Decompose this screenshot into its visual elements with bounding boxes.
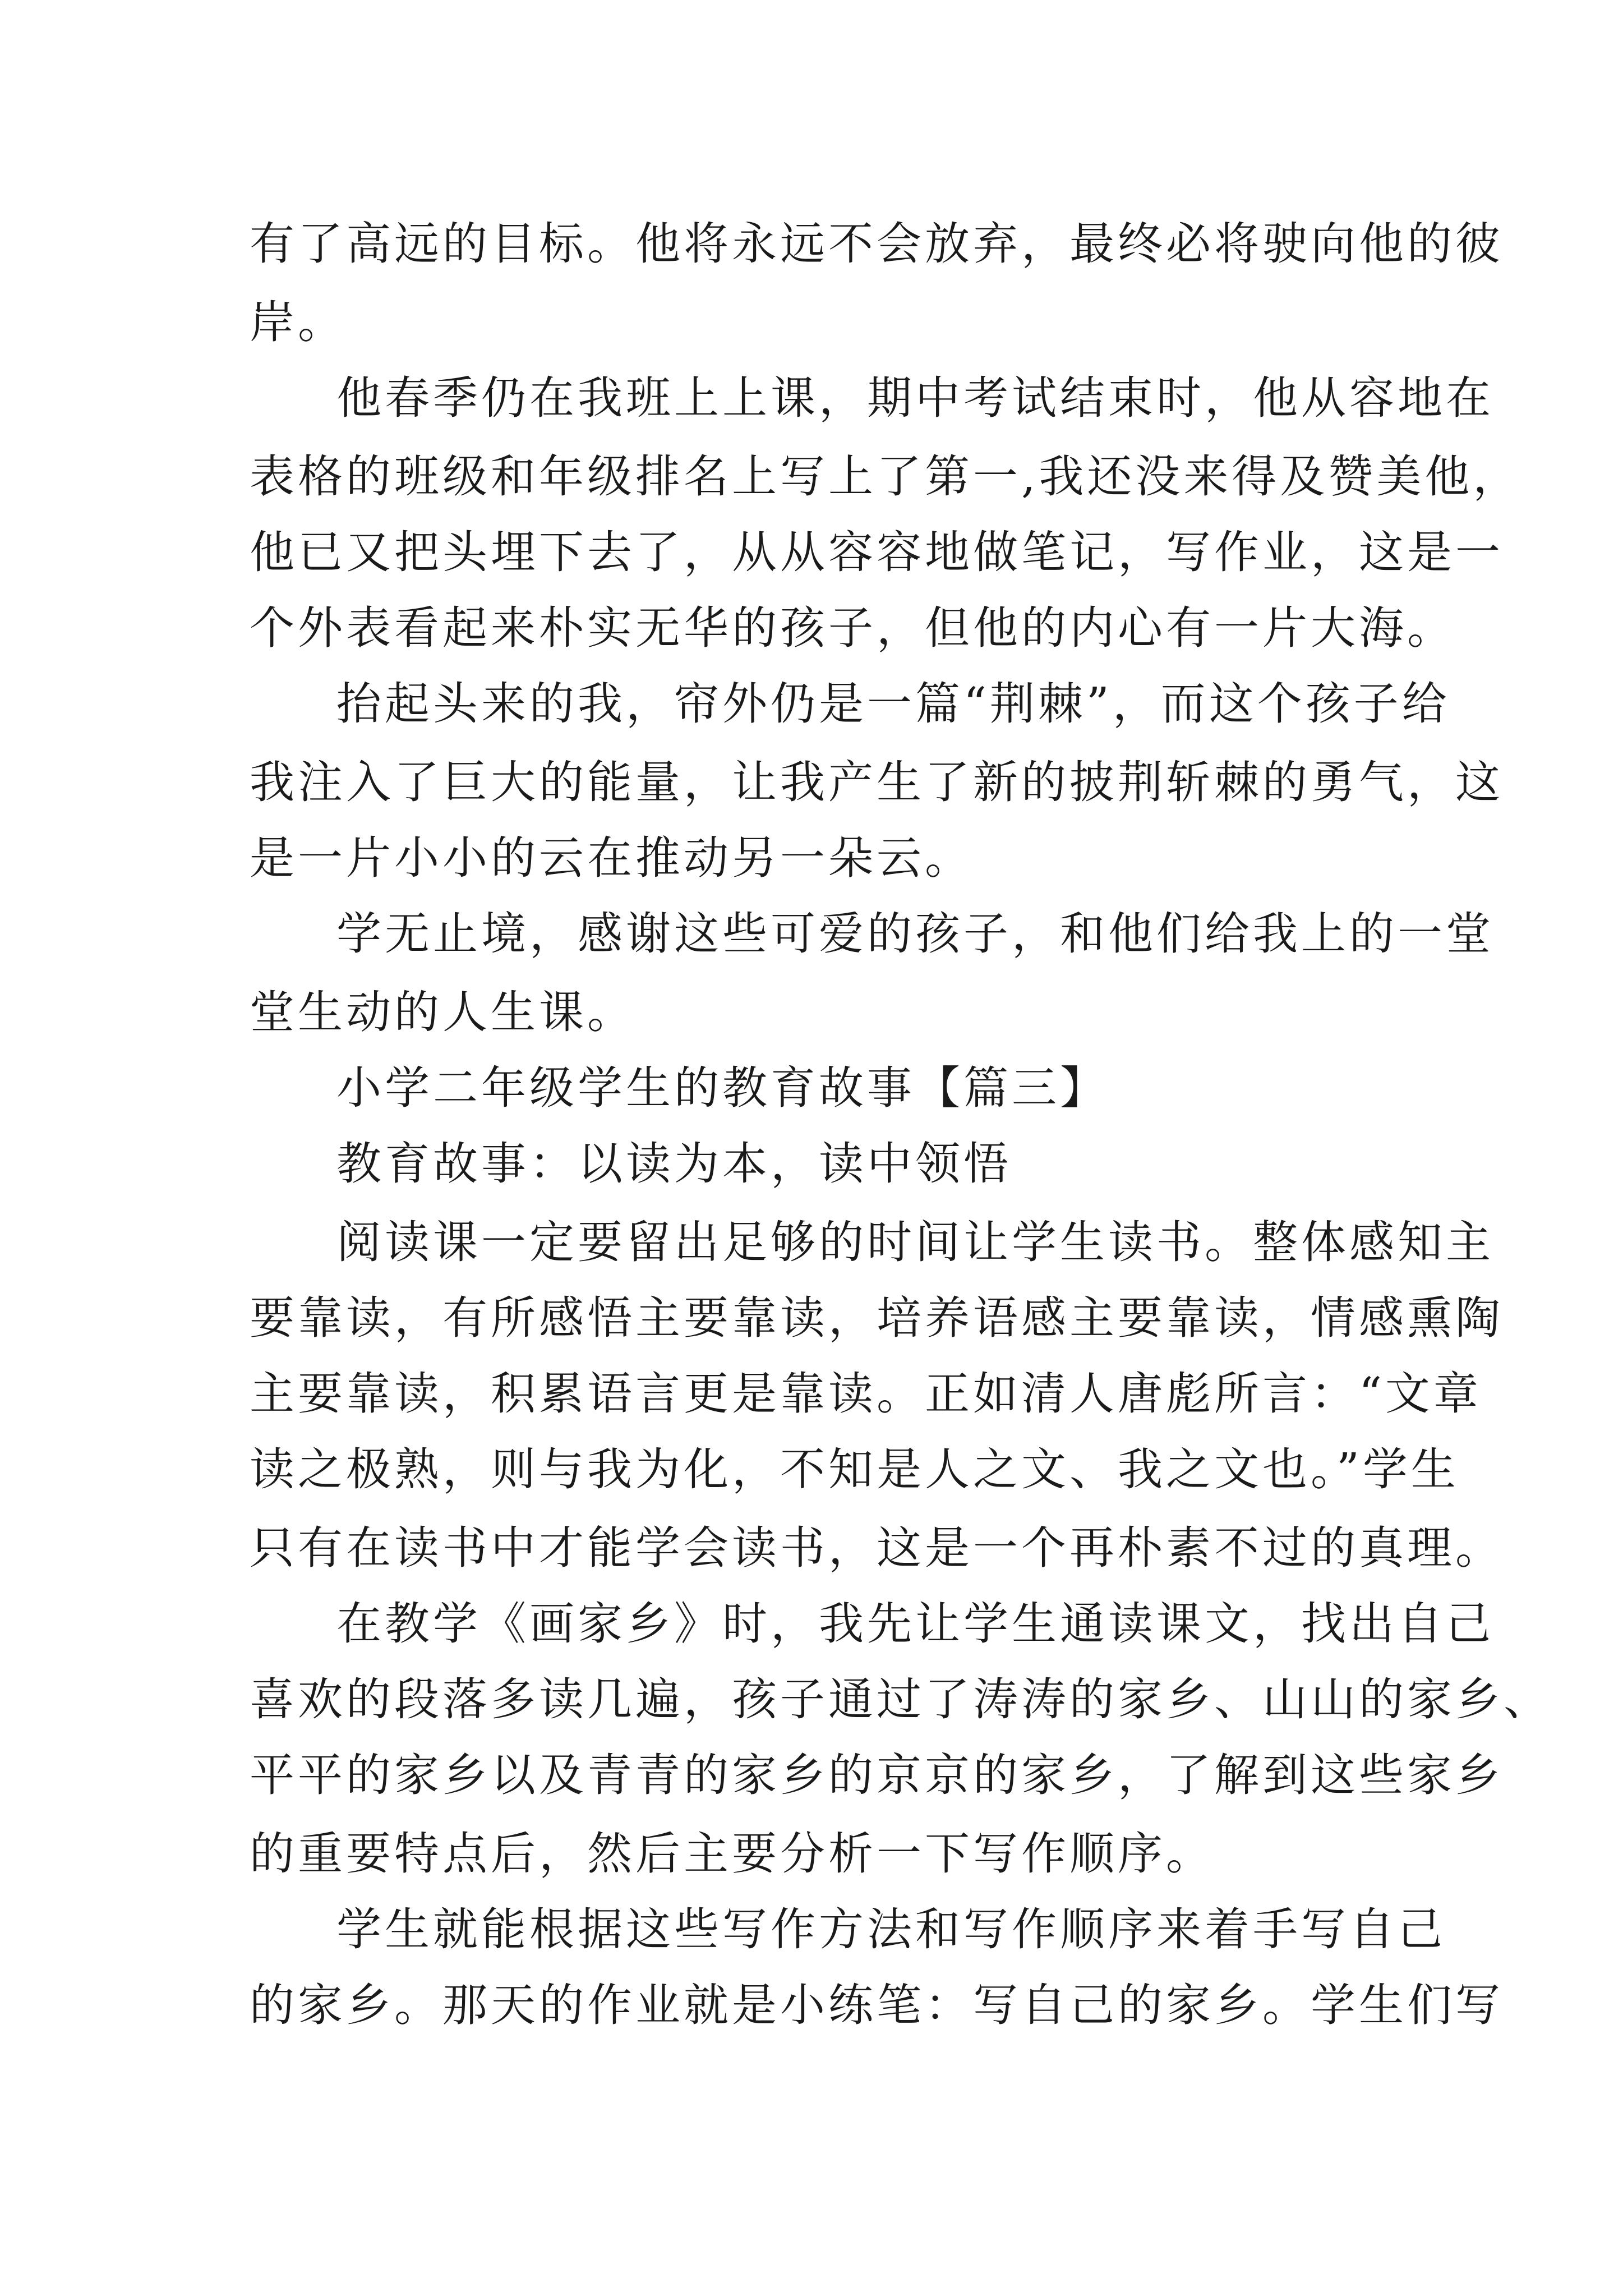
section-heading: 小学二年级学生的教育故事【篇三】	[336, 1062, 1108, 1114]
story-title: 教育故事：以读为本，读中领悟	[336, 1138, 1012, 1190]
text-line: 喜欢的段落多读几遍，孩子通过了涛涛的家乡、山山的家乡、	[250, 1673, 1552, 1726]
text-line: 只有在读书中才能学会读书，这是一个再朴素不过的真理。	[250, 1522, 1504, 1574]
text-line: 要靠读，有所感悟主要靠读，培养语感主要靠读，情感熏陶	[250, 1292, 1504, 1344]
text-line: 我注入了巨大的能量，让我产生了新的披荆斩棘的勇气，这	[250, 756, 1504, 808]
text-line: 有了高远的目标。他将永远不会放弃，最终必将驶向他的彼	[250, 218, 1504, 270]
text-line: 的重要特点后，然后主要分析一下写作顺序。	[250, 1828, 1214, 1880]
text-line: 平平的家乡以及青青的家乡的京京的家乡，了解到这些家乡	[250, 1749, 1504, 1801]
paragraph-start: 抬起头来的我，帘外仍是一篇“荆棘”，而这个孩子给	[336, 678, 1450, 730]
text-line: 他已又把头埋下去了，从从容容地做笔记，写作业，这是一	[250, 526, 1504, 578]
paragraph-start: 学无止境，感谢这些可爱的孩子，和他们给我上的一堂	[336, 908, 1494, 960]
text-line: 表格的班级和年级排名上写上了第一,我还没来得及赞美他，	[250, 450, 1521, 503]
text-line: 读之极熟，则与我为化，不知是人之文、我之文也。”学生	[250, 1443, 1459, 1496]
text-line: 堂生动的人生课。	[250, 986, 635, 1038]
paragraph-start: 学生就能根据这些写作方法和写作顺序来着手写自己	[336, 1903, 1446, 1955]
text-line: 主要靠读，积累语言更是靠读。正如清人唐彪所言：“文章	[250, 1368, 1482, 1420]
paragraph-start: 他春季仍在我班上上课，期中考试结束时，他从容地在	[336, 372, 1494, 424]
paragraph-start: 阅读课一定要留出足够的时间让学生读书。整体感知主	[336, 1216, 1494, 1268]
paragraph-start: 在教学《画家乡》时，我先让学生通读课文，找出自己	[336, 1598, 1494, 1650]
text-line: 是一片小小的云在推动另一朵云。	[250, 832, 973, 884]
text-line: 个外表看起来朴实无华的孩子，但他的内心有一片大海。	[250, 602, 1455, 654]
text-line: 岸。	[250, 296, 346, 348]
text-line: 的家乡。那天的作业就是小练笔：写自己的家乡。学生们写	[250, 1979, 1504, 2031]
